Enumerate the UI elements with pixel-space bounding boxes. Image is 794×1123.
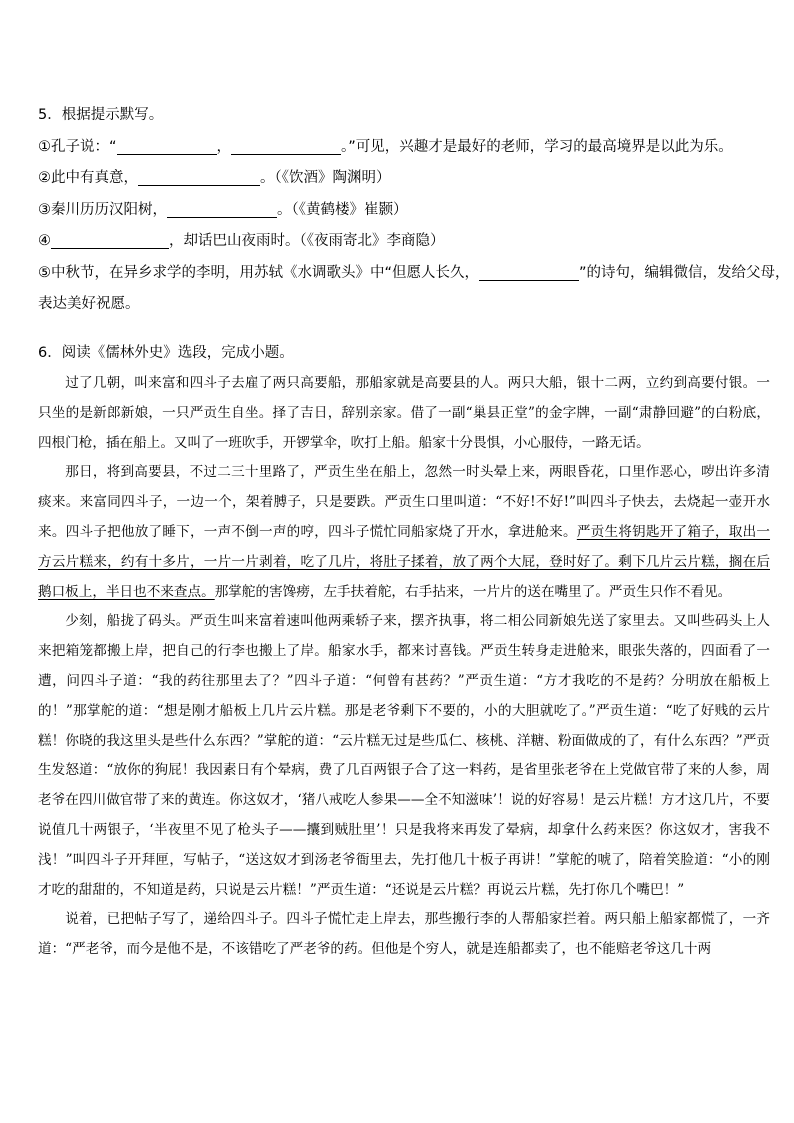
passage-paragraph-1: 过了几朝，叫来富和四斗子去雇了两只高要船，那船家就是高要县的人。两只大船，银十二两，立约到高要付银。一只坐的是新郎新娘，一只严贡生自坐。择了吉日，辞别亲家。借了一副“巢县正堂”的金字牌，一副“肃静回避”的白粉底，四根门枪，插在船上。又叫了一班吹手，开锣掌伞，吹打上船。船家十分畏惧，小心服侍，一路无话。 bbox=[38, 375, 770, 451]
underlined-sentence: 严贡生将钥匙开了箱子，取出一方云片糕来，约有十多片，一片一片剥着，吃了几片，将肚子揉着，放了两个大屁，登时好了。剩下几片云片糕，搁在后鹅口板上，半日也不来查点。 bbox=[38, 523, 771, 600]
passage-paragraph-4: 说着，已把帖子写了，递给四斗子。四斗子慌忙走上岸去，那些搬行李的人帮船家拦着。两只船上船家都慌了，一齐道：“严老爷，而今是他不是，不该错吃了严老爷的药。但他是个穷人，就是连船都卖了，也不能赔老爷这几十两 bbox=[38, 911, 770, 958]
answer-blank[interactable] bbox=[51, 230, 169, 249]
answer-blank[interactable] bbox=[479, 262, 579, 281]
paragraph-2-text-b: 那掌舵的害馋痨，左手扶着舵，右手拈来，一片片的送在嘴里了。严贡生只作不看见。 bbox=[214, 583, 732, 600]
question-5-title: 5．根据提示默写。 bbox=[38, 107, 164, 123]
question-5 bbox=[38, 100, 790, 321]
passage-paragraph-3: 少刻，船拢了码头。严贡生叫来富着速叫他两乘轿子来，摆齐执事，将二相公同新娘先送了家里去。又叫些码头上人来把箱笼都搬上岸，把自己的行李也搬上了岸。船家水手，都来讨喜钱。严贡生转身走进舱来，眼张失落的，四面看了一遭，问四斗子道：“我的药往那里去了？”四斗子道：“何曾有甚药？”严贡生道：“方才我吃的不是药？分明放在船板上的！”那掌舵的道：“想是刚才船板上几片云片糕。那是老爷剩下不要的，小的大胆就吃了。”严贡生道：“吃了好贱的云片糕！你晓的我这里头是些什么东西？”掌舵的道：“云片糕无过是些瓜仁、核桃、洋糖、粉面做成的了，有什么东西？”严贡生发怒道：“放你的狗屁！我因素日有个晕病，费了几百两银子合了这一料药，是省里张老爷在上党做官带了来的人参，周老爷在四川做官带了来的黄连。你这奴才，‘猪八戒吃人参果——全不知滋味’！说的好容易！是云片糕！方才这几片，不要说值几十两银子，‘半夜里不见了枪头子——攮到贼肚里’！只是我将来再发了晕病，却拿什么药来医？你这奴才，害我不浅！”叫四斗子开拜匣，写帖子，“送这奴才到汤老爷衙里去，先打他几十板子再讲！”掌舵的唬了，陪着笑脸道：“小的刚才吃的甜甜的，不知道是药，只说是云片糕！”严贡生道：“还说是云片糕？再说云片糕，先打你几个嘴巴！” bbox=[38, 613, 770, 898]
q5-item-2-text-a: ②此中有真意， bbox=[38, 170, 138, 186]
q5-item-5-text-a: ⑤中秋节，在异乡求学的李明，用苏轼《水调歌头》中“但愿人长久， bbox=[38, 264, 480, 281]
q5-item-4-text-a: ④ bbox=[38, 233, 51, 249]
answer-blank[interactable] bbox=[167, 199, 277, 218]
q5-item-1 bbox=[38, 132, 773, 164]
q5-item-4 bbox=[38, 226, 773, 258]
q5-item-3-text-b: 。（《黄鹤楼》崔颢） bbox=[277, 201, 408, 218]
reading-passage bbox=[38, 369, 770, 965]
paragraph-2-text-a: 那日，将到高要县，不过二三十里路了，严贡生坐在船上，忽然一时头晕上来，两眼昏花，口里作恶心，哕出许多清痰来。来富同四斗子，一边一个，架着膊子，只是要跌。严贡生口里叫道：“不好!不好!”叫四斗子快去，去烧起一壶开水来。四斗子把他放了睡下，一声不倒一声的哼，四斗子慌忙同船家烧了开水，拿进舱来。 bbox=[38, 464, 770, 540]
answer-blank[interactable] bbox=[138, 167, 260, 186]
answer-blank[interactable] bbox=[117, 136, 217, 155]
question-6-title: 6．阅读《儒林外史》选段，完成小题。 bbox=[38, 345, 294, 361]
answer-blank[interactable] bbox=[231, 136, 341, 155]
q5-item-2 bbox=[38, 163, 773, 195]
q5-item-1-text-a: ①孔子说：“ bbox=[38, 138, 117, 155]
passage-paragraph-2 bbox=[38, 458, 770, 607]
q5-item-4-text-b: ，却话巴山夜雨时。（《夜雨寄北》李商隐） bbox=[169, 233, 445, 249]
q5-item-1-text-b: ， bbox=[216, 138, 232, 155]
q5-item-3 bbox=[38, 195, 773, 227]
q5-item-5-text-b: ”的诗句，编辑微信，发给父母， bbox=[579, 264, 790, 281]
q5-item-5-continued: 表达美好祝愿。 bbox=[38, 296, 140, 312]
q5-item-5 bbox=[38, 258, 790, 290]
q5-item-3-text-a: ③秦川历历汉阳树， bbox=[38, 201, 167, 218]
q5-item-1-text-c: 。”可见，兴趣才是最好的老师，学习的最高境界是以此为乐。 bbox=[341, 138, 733, 155]
q5-item-2-text-b: 。（《饮酒》陶渊明） bbox=[260, 170, 391, 186]
